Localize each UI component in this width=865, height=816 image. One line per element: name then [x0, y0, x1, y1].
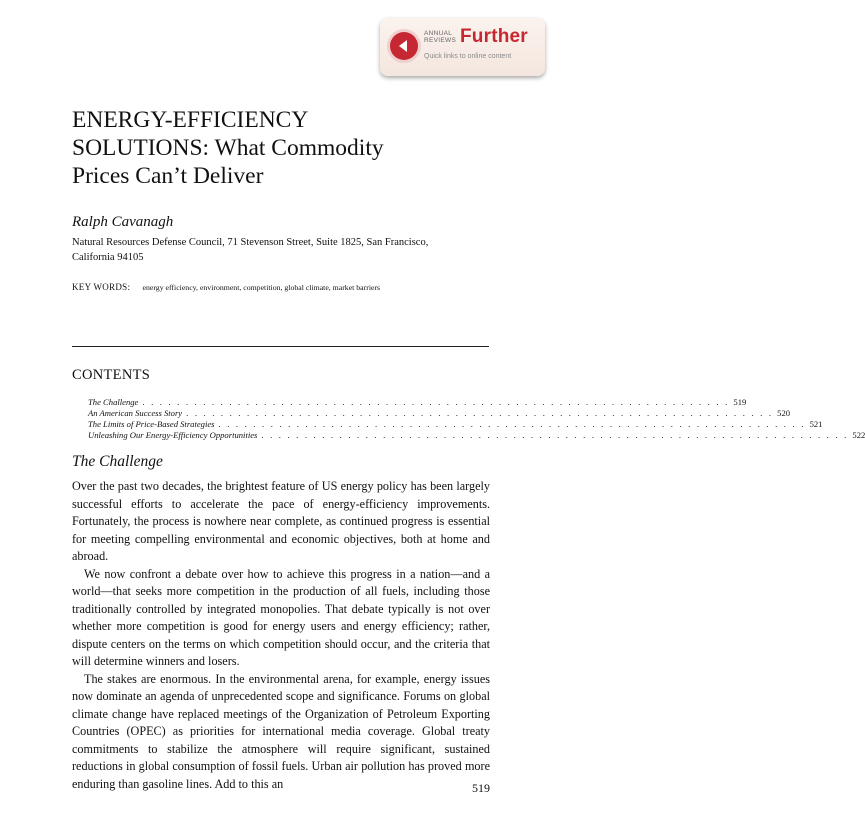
toc-item[interactable] [88, 408, 791, 419]
toc-item[interactable] [88, 419, 823, 430]
page-number: 519 [472, 781, 490, 795]
section-heading: The Challenge [72, 453, 163, 470]
badge-reviews-text: REVIEWS [424, 37, 457, 44]
toc-item-page: 519 [733, 397, 747, 407]
toc-item-label: An American Success Story [88, 408, 183, 418]
toc-leader: . . . . . . . . . . . . . . . . . . . . . . . . . . . . . . . . . . . . . . . . . . . . . . . . . . . . . . . . . . . . . . . . . . . . [142, 397, 730, 407]
further-badge[interactable] [380, 18, 545, 76]
keywords-label: KEY WORDS: [72, 282, 131, 292]
left-arrow-circle-icon [390, 32, 418, 60]
toc-item-label: The Limits of Price-Based Strategies [88, 419, 215, 429]
toc-leader: . . . . . . . . . . . . . . . . . . . . . . . . . . . . . . . . . . . . . . . . . . . . . . . . . . . . . . . . . . . . . . . . . . . . [186, 408, 774, 418]
toc-leader: . . . . . . . . . . . . . . . . . . . . . . . . . . . . . . . . . . . . . . . . . . . . . . . . . . . . . . . . . . . . . . . . . . . . [261, 430, 849, 440]
author-name: Ralph Cavanagh [72, 214, 174, 230]
toc-item-page: 522 [852, 430, 865, 440]
toc-item-page: 521 [809, 419, 823, 429]
article-title [72, 106, 472, 190]
badge-annual-text: ANNUAL [424, 30, 453, 37]
toc-item-label: The Challenge [88, 397, 139, 407]
author-affiliation: Natural Resources Defense Council, 71 Stevenson Street, Suite 1825, San Francisco, California 94105 [72, 237, 429, 263]
toc-item-label: Unleashing Our Energy-Efficiency Opportunities [88, 430, 258, 440]
toc-leader: . . . . . . . . . . . . . . . . . . . . . . . . . . . . . . . . . . . . . . . . . . . . . . . . . . . . . . . . . . . . . . . . . . . . [218, 419, 806, 429]
toc-item-page: 520 [777, 408, 791, 418]
keywords-list: energy efficiency, environment, competition, global climate, market barriers [142, 283, 381, 292]
title-line: Prices Can’t Deliver [72, 163, 264, 189]
title-line: SOLUTIONS: What Commodity [72, 135, 384, 161]
title-line: ENERGY-EFFICIENCY [72, 107, 309, 133]
toc-item[interactable] [88, 397, 747, 408]
toc-item[interactable] [88, 430, 865, 441]
article-body [72, 478, 490, 793]
badge-further-text: Further [460, 26, 528, 47]
badge-subtitle: Quick links to online content [424, 53, 512, 60]
badge-publisher [424, 30, 456, 44]
body-paragraph: We now confront a debate over how to achieve this progress in a nation—and a world—that seeks more competition in the production of all fuels, including those traditionally controlled by integrated monopolies. That debate typically is not over whether more competition is good for energy users and energy efficiency; rather, dispute centers on the terms on which competition should occur, and the criteria that will determine winners and losers. [72, 566, 490, 668]
section-divider [72, 346, 489, 347]
table-of-contents [88, 397, 865, 441]
body-paragraph: The stakes are enormous. In the environmental arena, for example, energy issues now dominate an agenda of unprecedented scope and significance. Forums on global climate change have replaced meetings of the Organization of Petroleum Exporting Countries (OPEC) as priorities for international media coverage. Global treaty commitments to stabilize the atmosphere will require significant, sustained reductions in global consumption of fossil fuels. Urban air pollution has proved more enduring than gasoline lines. Add to this an [72, 671, 490, 791]
body-paragraph: Over the past two decades, the brightest feature of US energy policy has been largely successful efforts to accelerate the pace of energy-efficiency improvements. Fortunately, the process is nowhere near complete, as continued progress is essential for meeting compelling environmental and economic objectives, both at home and abroad. [72, 479, 490, 563]
keywords [72, 282, 380, 292]
contents-heading: CONTENTS [72, 367, 151, 383]
